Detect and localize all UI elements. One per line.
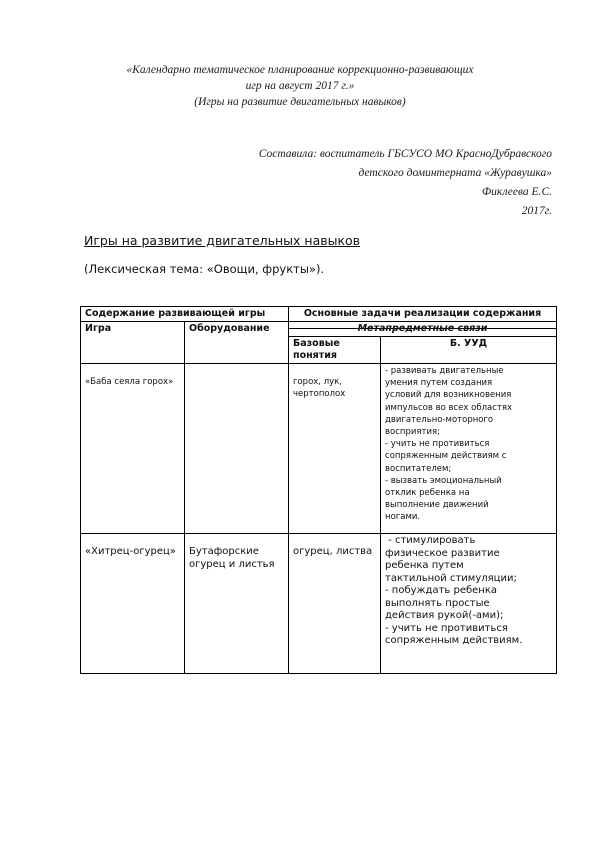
task-line: сопряженным действиям. [385, 635, 523, 646]
task-line: сопряженным действиям с [385, 451, 507, 462]
header-basic-concepts: Базовые понятия [289, 337, 381, 364]
game-tasks [381, 364, 557, 534]
title-line-1: «Календарно тематическое планирование коррекционно-развивающих [126, 64, 474, 76]
table-header-row-1 [81, 307, 557, 322]
task-line: ребенка путем [385, 560, 464, 571]
task-line: отклик ребенка на [385, 488, 470, 499]
task-line: - учить не противиться [385, 439, 490, 450]
header-game-content: Содержание развивающей игры [81, 307, 289, 322]
game-concepts: горох, лук, чертополох [289, 364, 381, 534]
title-line-3: (Игры на развитие двигательных навыков) [194, 96, 406, 108]
document-title [90, 62, 510, 110]
header-main-tasks: Основные задачи реализации содержания [289, 307, 557, 322]
task-line: - вызвать эмоциональный [385, 475, 502, 486]
task-line: - стимулировать [385, 535, 476, 546]
header-meta-links-label: Метапредметные связи [357, 323, 488, 334]
table-row [81, 534, 557, 674]
task-line: - развивать двигательные [385, 366, 504, 376]
author-line-4: 2017г. [521, 205, 552, 217]
header-meta-links [289, 322, 557, 337]
author-line-2: детского доминтерната «Журавушка» [358, 167, 552, 179]
author-info [152, 145, 552, 221]
task-line: ногами. [385, 512, 421, 523]
section-heading: Игры на развитие двигательных навыков [84, 233, 361, 248]
task-line: двигательно-моторного [385, 414, 494, 425]
task-line: восприятия; [385, 427, 440, 438]
game-equipment: Бутафорские огурец и листья [185, 534, 289, 674]
task-line: - учить не противиться [385, 622, 508, 634]
games-table [80, 306, 557, 674]
header-equipment: Оборудование [185, 322, 289, 364]
table-row [81, 364, 557, 534]
task-line: выполнять простые [385, 597, 490, 609]
task-line: умения путем создания [385, 378, 493, 389]
task-line: тактильной стимуляции; [385, 572, 517, 584]
task-line: условий для возникновения [385, 390, 512, 401]
task-line: действия рукой(-ами); [385, 610, 504, 621]
game-name: «Хитрец-огурец» [81, 534, 185, 674]
game-name: «Баба сеяла горох» [81, 364, 185, 534]
author-line-3: Фиклеева Е.С. [481, 186, 552, 198]
game-concepts: огурец, листва [289, 534, 381, 674]
task-line: - побуждать ребенка [385, 585, 498, 596]
author-line-1: Составила: воспитатель ГБСУСО МО КрасноДубравского [258, 148, 552, 160]
title-line-2: игр на август 2017 г.» [245, 80, 355, 92]
table-header-row-2 [81, 322, 557, 337]
section-subheading: (Лексическая тема: «Овощи, фрукты»). [84, 262, 325, 276]
header-game: Игра [81, 322, 185, 364]
task-line: физическое развитие [385, 547, 500, 559]
game-tasks [381, 534, 557, 674]
task-line: выполнение движений [385, 500, 489, 511]
game-equipment [185, 364, 289, 534]
header-uud: Б. УУД [381, 337, 557, 364]
task-line: воспитателем; [385, 463, 452, 474]
task-line: импульсов во всех областях [385, 402, 512, 413]
